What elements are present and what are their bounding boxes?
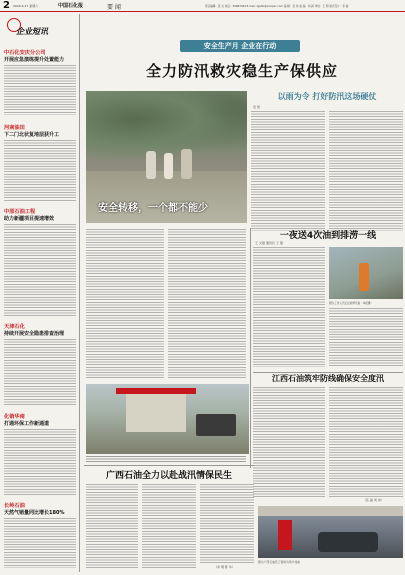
jiangxi-story-body xyxy=(329,387,403,497)
section-name: 要 闻 xyxy=(107,4,121,11)
main-headline: 全力防汛救灾稳生产保供应 xyxy=(145,62,338,80)
sidebar-item-head: 长岭石油 xyxy=(4,503,25,509)
canopy-shape xyxy=(258,506,403,516)
main-body xyxy=(86,229,164,379)
sidebar-item-body xyxy=(4,140,76,202)
station-photo xyxy=(86,384,249,454)
bottom-story-headline: 广西石油全力以赴战汛情保民生 xyxy=(105,471,232,481)
horizontal-rule xyxy=(84,465,254,466)
sidebar-item xyxy=(4,414,76,499)
masthead-meta: 责任编辑：张 文 电话：59963394 E-mail: zgshb@sinopec.com 编 辑：吴 伟 美 编：刘 颖 审校：王 明 版式设计：李 丽 xyxy=(205,5,349,8)
sidebar-item xyxy=(4,503,76,571)
mid-story-byline: 王 文强 通讯员 王 强 xyxy=(255,241,283,245)
sidebar-item-body xyxy=(4,65,76,115)
tree-shape xyxy=(86,91,247,161)
building-shape xyxy=(126,392,186,432)
sidebar-item-title: 天然气销量同比增长180% xyxy=(4,509,65,516)
bottom-story xyxy=(84,468,254,572)
mid-story-body xyxy=(329,308,403,368)
sidebar-item-head: 中石化安庆分公司 xyxy=(4,50,46,56)
sidebar-item-title: 打通环保工作新通道 xyxy=(4,420,50,427)
main-body xyxy=(168,229,246,379)
roof-shape xyxy=(116,388,196,394)
banner-tag xyxy=(180,40,300,52)
sidebar-item-body xyxy=(4,429,76,495)
car-shape xyxy=(318,532,378,552)
truck-shape xyxy=(196,414,236,436)
refuel-photo xyxy=(258,506,403,558)
jiangxi-story xyxy=(253,373,403,503)
sidebar-item-head: 中原石油工程 xyxy=(4,209,36,215)
column-rule xyxy=(250,228,251,468)
bottom-story-byline: （李 明 陈 华） xyxy=(214,565,235,569)
horizontal-rule xyxy=(253,372,403,373)
sidebar-item xyxy=(4,209,76,319)
right-story-body xyxy=(329,111,403,231)
sidebar-item-title: 开展应急演练提升处置能力 xyxy=(4,56,65,63)
mid-photo-caption: 图为工作人员正在检修设备（本报摄） xyxy=(329,302,374,305)
paper-name: 中国石化报 xyxy=(58,3,84,9)
mid-story-photo xyxy=(329,247,403,299)
right-story-byline: 吴 凯 xyxy=(253,105,260,109)
photo-caption-mid xyxy=(86,456,246,462)
worker-figure xyxy=(359,263,369,291)
sidebar-item xyxy=(4,50,76,120)
sidebar-item-title: 助力新疆项目提速增效 xyxy=(4,215,55,222)
pump-shape xyxy=(278,520,292,550)
person-figure xyxy=(181,149,192,179)
person-figure xyxy=(146,151,156,179)
sidebar-item xyxy=(4,324,76,409)
jiangxi-story-byline: （张 磊 刘 伟） xyxy=(363,498,384,502)
sidebar-divider xyxy=(79,14,80,572)
issue-date: 2020.6.27 星期六 xyxy=(13,4,39,8)
right-story-body xyxy=(251,111,325,231)
sidebar-item-body xyxy=(4,339,76,405)
right-bottom-photo-caption: 图为广西石油员工冒雨为用户加油 xyxy=(258,560,300,564)
flood-photo xyxy=(86,91,247,223)
page-number: 2 xyxy=(3,0,10,11)
column-logo xyxy=(4,14,76,48)
bottom-story-body xyxy=(200,484,254,564)
bottom-story-body xyxy=(86,484,138,568)
masthead xyxy=(0,0,405,12)
jiangxi-story-body xyxy=(253,387,325,497)
photo-caption: 安全转移，一个都不能少 xyxy=(98,203,208,214)
right-story-headline: 以雨为令 打好防汛这场硬仗 xyxy=(277,92,377,101)
banner-tag-text: 安全生产月 企业在行动 xyxy=(203,42,277,50)
right-story xyxy=(251,91,403,236)
mid-story-headline: 一夜送4次油到排涝一线 xyxy=(279,231,377,241)
sidebar-item xyxy=(4,125,76,205)
mid-story-body xyxy=(253,247,325,367)
sidebar-item-head: 河南油田 xyxy=(4,125,25,131)
sidebar-item-head: 化销华南 xyxy=(4,414,25,420)
sidebar-item-body xyxy=(4,518,76,568)
sidebar-item-body xyxy=(4,224,76,316)
mid-story xyxy=(253,228,403,370)
person-figure xyxy=(164,153,173,179)
sidebar-item-head: 天津石化 xyxy=(4,324,25,330)
sidebar-item-title: 下二门北状复地层获升工 xyxy=(4,131,60,138)
sidebar-item-title: 持续开展安全隐患排查治理 xyxy=(4,330,65,337)
jiangxi-story-headline: 江西石油筑牢防线确保安全度汛 xyxy=(272,374,384,383)
bottom-story-body xyxy=(142,484,196,568)
sidebar xyxy=(4,14,76,572)
column-title: 企业短讯 xyxy=(16,26,48,36)
